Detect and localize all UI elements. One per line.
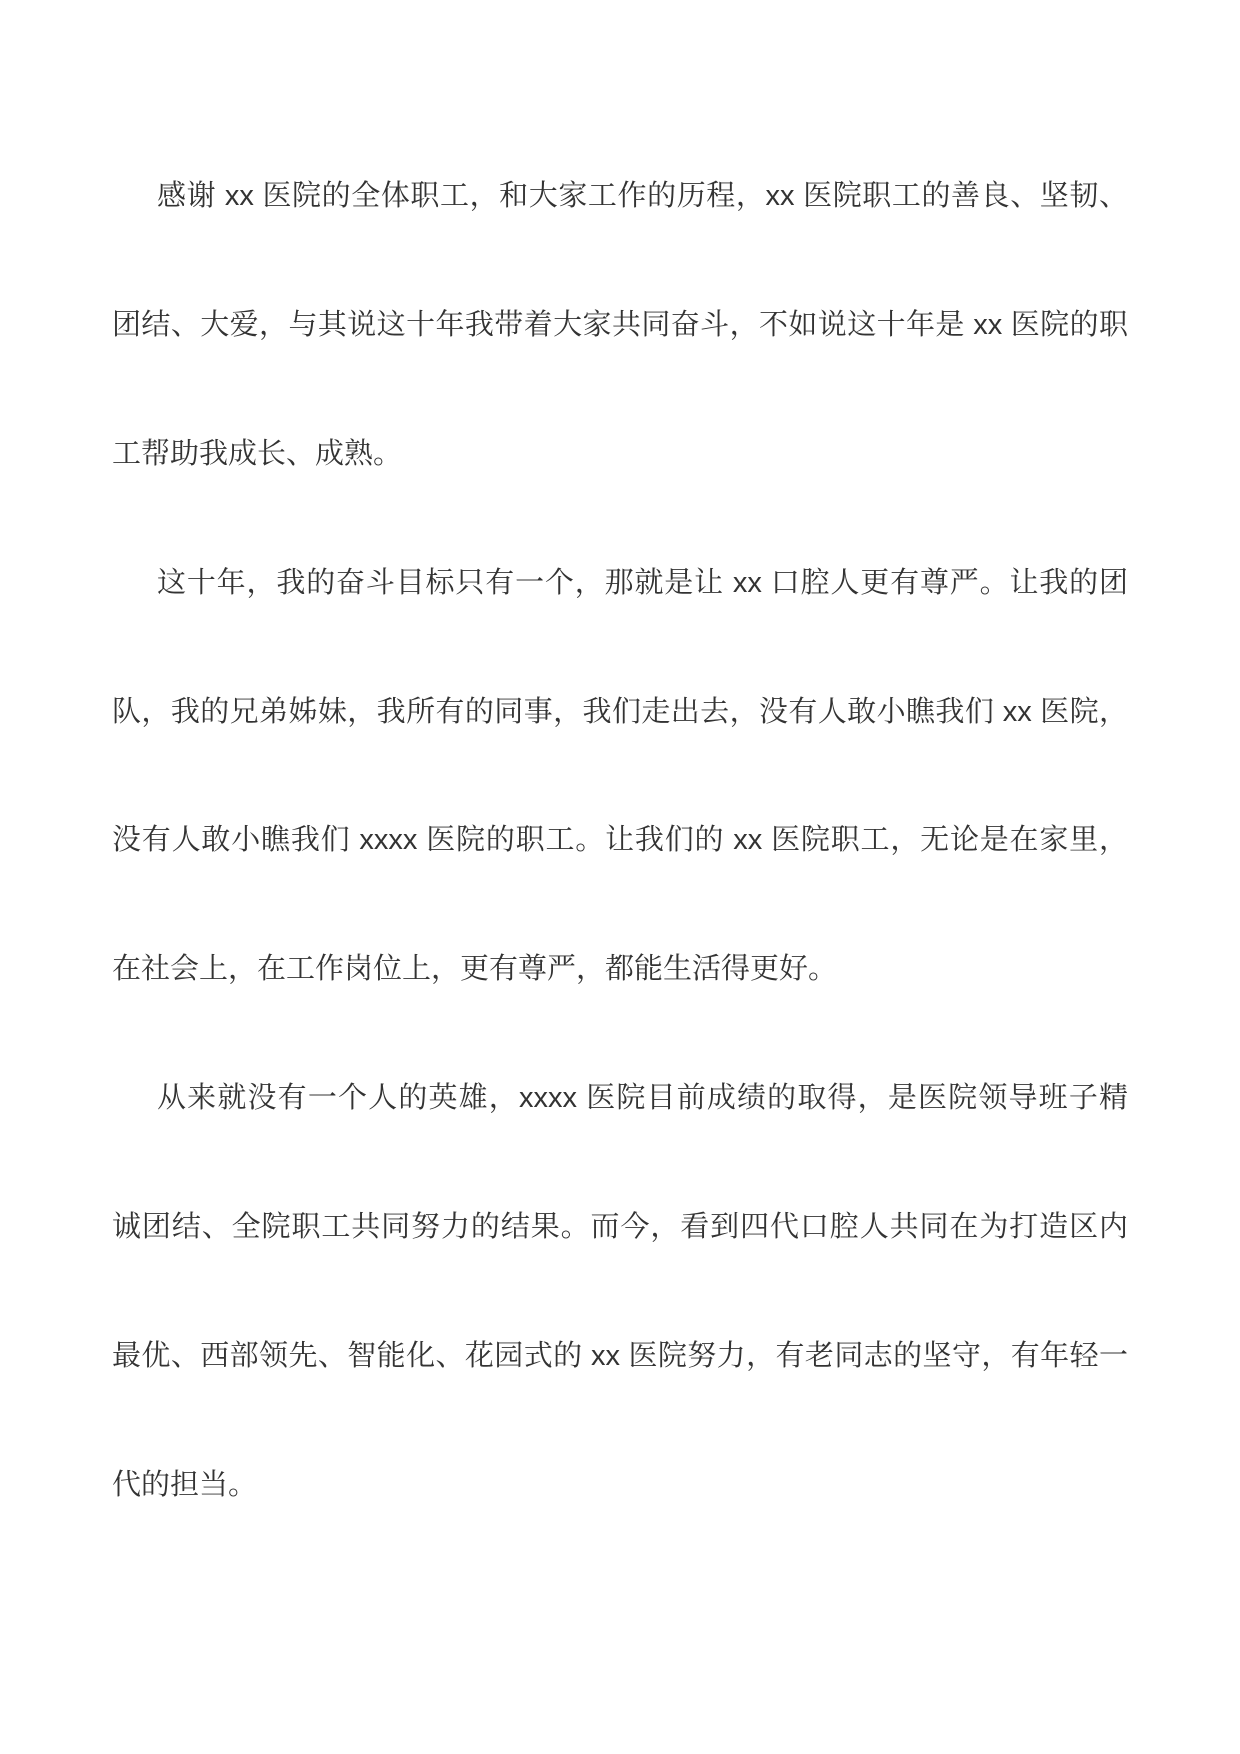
text-line: 诚团结、全院职工共同努力的结果。而今，看到四代口腔人共同在为打造区内	[112, 1211, 1128, 1244]
text-line: 感谢 xx 医院的全体职工，和大家工作的历程，xx 医院职工的善良、坚韧、	[157, 180, 1128, 212]
text-line: 在社会上，在工作岗位上，更有尊严，都能生活得更好。	[112, 953, 838, 986]
text-line: 工帮助我成长、成熟。	[112, 437, 403, 470]
text-line: 这十年，我的奋斗目标只有一个，那就是让 xx 口腔人更有尊严。让我的团	[157, 566, 1128, 599]
text-line: 从来就没有一个人的英雄，xxxx 医院目前成绩的取得，是医院领导班子精	[157, 1082, 1128, 1115]
text-line: 最优、西部领先、智能化、花园式的 xx 医院努力，有老同志的坚守，有年轻一	[112, 1340, 1128, 1373]
paragraph-gratitude	[112, 132, 1240, 519]
paragraph-teamwork	[112, 1034, 1240, 1550]
text-line: 代的担当。	[112, 1468, 258, 1501]
text-line: 没有人敢小瞧我们 xxxx 医院的职工。让我们的 xx 医院职工，无论是在家里，	[112, 824, 1128, 857]
text-line: 团结、大爱，与其说这十年我带着大家共同奋斗，不如说这十年是 xx 医院的职	[112, 308, 1128, 341]
paragraph-goal	[112, 519, 1240, 1035]
text-line: 队，我的兄弟姊妹，我所有的同事，我们走出去，没有人敢小瞧我们 xx 医院，	[112, 695, 1128, 728]
